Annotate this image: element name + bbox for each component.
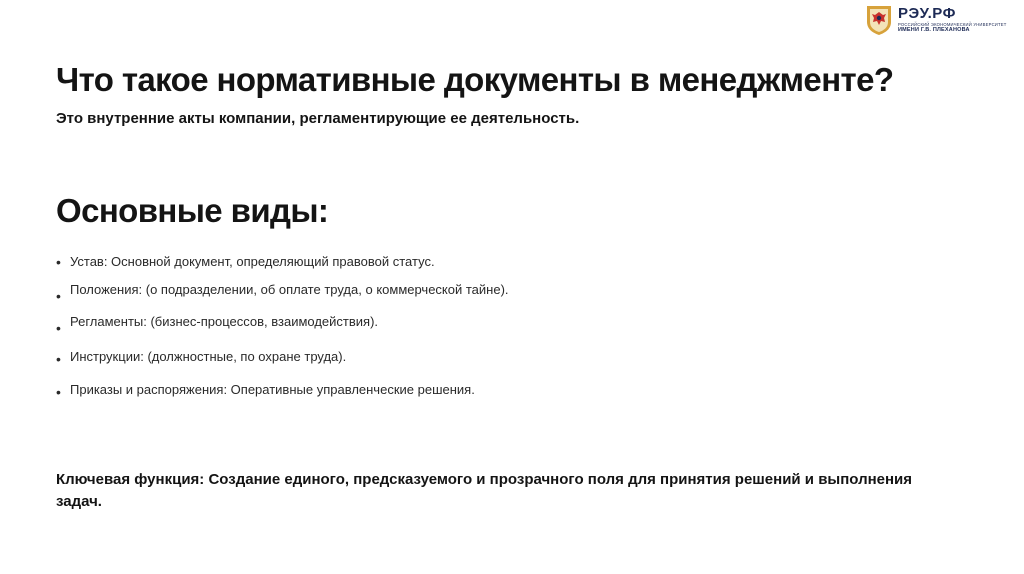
list-item-text: Приказы и распоряжения: Оперативные управленческие решения. <box>70 382 475 397</box>
list-item-text: Устав: Основной документ, определяющий правовой статус. <box>70 254 435 269</box>
list-item-orders <box>56 383 475 399</box>
university-logo[interactable] <box>864 4 1007 36</box>
bullet-icon: • <box>56 288 61 304</box>
bullet-icon: • <box>56 320 61 336</box>
list-item-charter <box>56 255 435 269</box>
list-item-procedures <box>56 315 378 335</box>
logo-subtitle-line2: ИМЕНИ Г.В. ПЛЕХАНОВА <box>898 27 970 34</box>
slide-subtitle: Это внутренние акты компании, регламентирующие ее деятельность. <box>56 110 580 127</box>
list-item-instructions <box>56 350 346 366</box>
bullet-icon: • <box>56 384 61 400</box>
slide-title: Что такое нормативные документы в менеджменте? <box>56 61 894 98</box>
crest-emblem-icon <box>864 4 894 36</box>
bullet-icon: • <box>56 254 61 270</box>
list-item-regulations <box>56 283 509 303</box>
bullet-icon: • <box>56 351 61 367</box>
logo-title: РЭУ.РФ <box>898 5 956 23</box>
list-item-text: Положения: (о подразделении, об оплате труда, о коммерческой тайне). <box>70 282 509 297</box>
logo-subtitle-line1: РОССИЙСКИЙ ЭКОНОМИЧЕСКИЙ УНИВЕРСИТЕТ <box>898 22 1007 28</box>
key-function-text: Ключевая функция: Создание единого, предсказуемого и прозрачного поля для принятия решений и выполнения задач. <box>56 471 913 510</box>
list-item-text: Регламенты: (бизнес-процессов, взаимодействия). <box>70 314 379 329</box>
section-heading: Основные виды: <box>56 192 329 229</box>
logo-text <box>898 6 1007 34</box>
list-item-text: Инструкции: (должностные, по охране труда). <box>70 349 347 364</box>
